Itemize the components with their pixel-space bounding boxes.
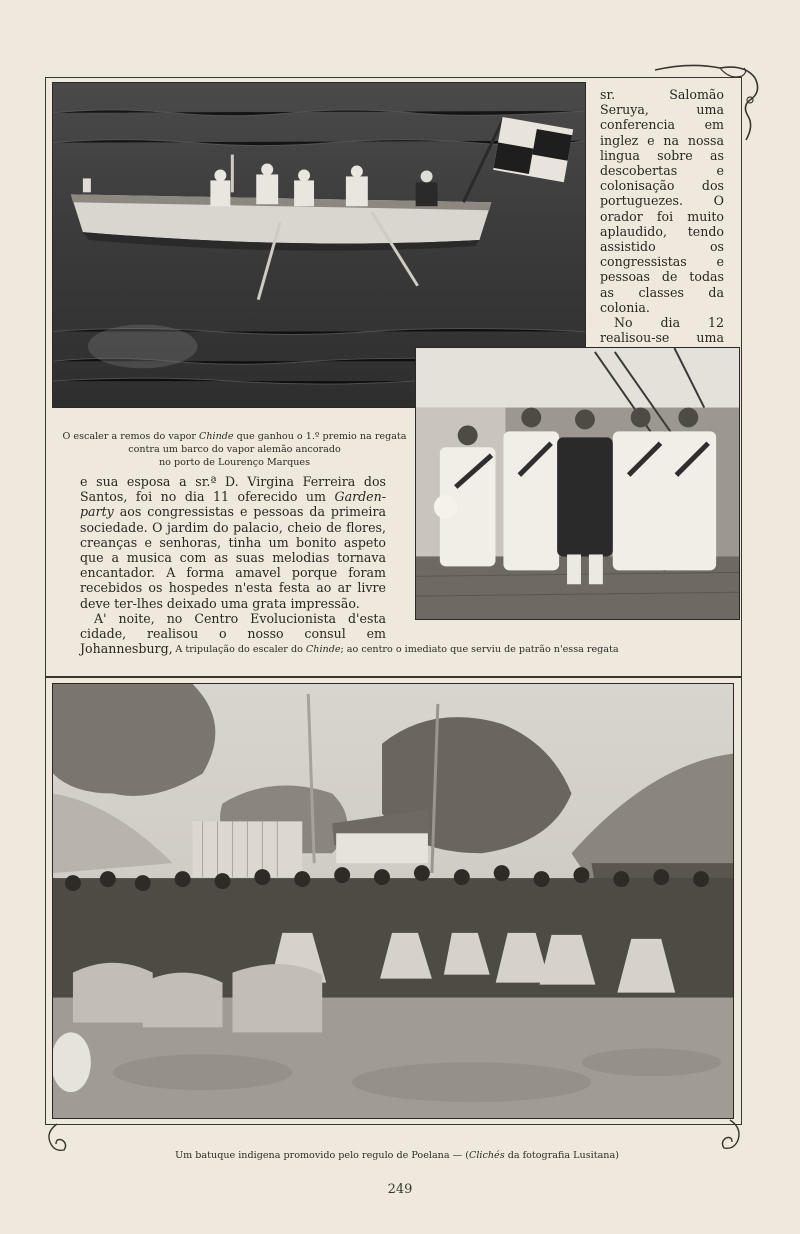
crew-photo <box>415 347 740 620</box>
caption-crew-ship-name: Chinde <box>305 644 341 655</box>
left-column-garden-party: Garden-party <box>80 489 386 520</box>
left-text-column <box>80 474 386 656</box>
caption-batuque-text-a: Um batuque indigena promovido pelo regulo de Poelana — ( <box>175 1150 469 1161</box>
caption-batuque <box>52 1149 742 1162</box>
right-column-text: sr. Salomão Seruya, uma conferencia em inglez e na nossa lingua sobre as descobertas e colonisação dos portuguezes. O orador foi muito aplaudido, tendo assistido os congressistas e pessoas de todas as classes da colonia. <box>600 87 724 315</box>
left-column-p2: A' noite, no Centro Evolucionista d'esta cidade, realisou o nosso consul em Johannesburg, <box>80 610 386 657</box>
caption-boat-text-a: O escaler a remos do vapor <box>62 431 200 442</box>
page-number: 249 <box>387 1182 413 1197</box>
caption-boat <box>62 430 407 469</box>
caption-boat-text-b: que ganhou o 1.º premio na regata contra um barco do vapor alemão ancorado <box>128 431 407 455</box>
caption-boat-ship-name: Chinde <box>199 431 234 442</box>
left-column-p1-b: aos congressistas e pessoas da primeira sociedade. O jardim do palacio, cheio de flores, creanças e senhoras, tinha um bonito aspeto que a musica com as suas melodias tornava encantador. A forma amavel porque foram recebidos os hospedes n'esta festa ao ar livre deve ter-lhes deixado uma grata impressão. <box>80 504 386 611</box>
caption-crew-text-a: A tripulação do escaler do <box>175 644 306 655</box>
caption-batuque-text-b: da fotografia Lusitana) <box>504 1150 619 1161</box>
caption-boat-text-line2: no porto de Lourenço Marques <box>158 457 311 468</box>
caption-crew <box>52 643 742 656</box>
left-column-p1-a: e sua esposa a sr.ª D. Virgina Ferreira dos Santos, foi no dia 11 oferecido um <box>80 474 386 505</box>
right-column-text-2: No dia 12 realisou-se uma <box>600 315 724 346</box>
caption-crew-text-b: ; ao centro o imediato que serviu de patrão n'essa regata <box>340 644 619 655</box>
right-text-column <box>600 87 724 391</box>
dance-photo <box>52 683 734 1119</box>
caption-batuque-cliches: Clichés <box>469 1150 505 1161</box>
